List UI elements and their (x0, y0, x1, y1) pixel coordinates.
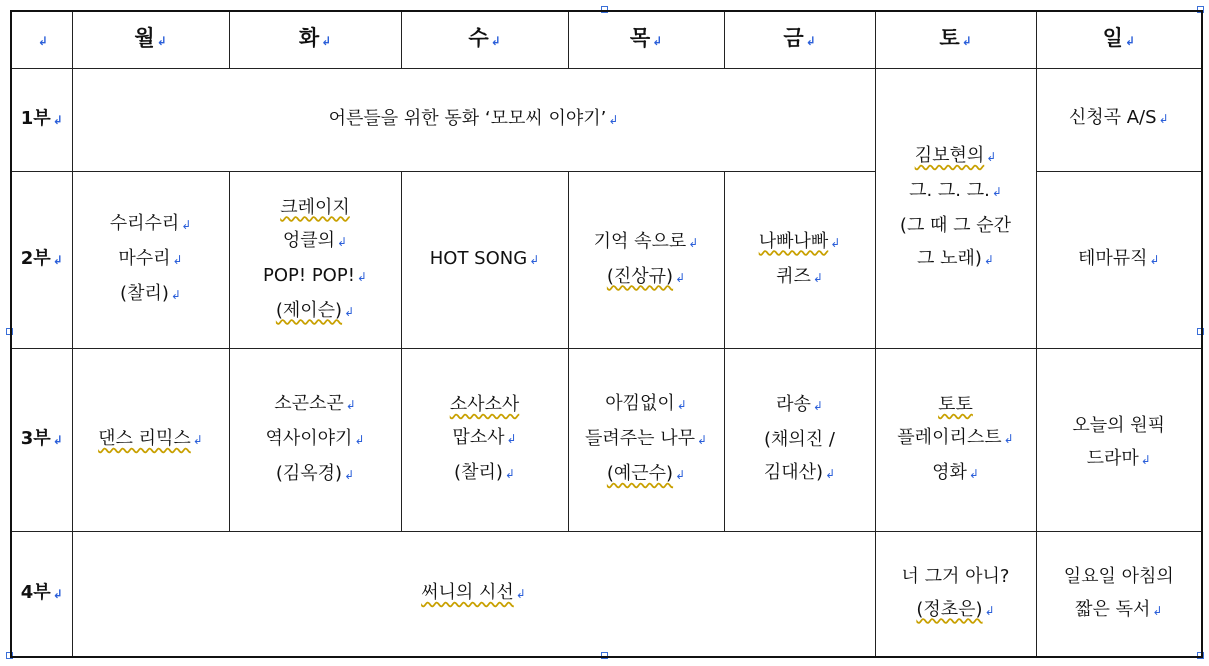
paragraph-mark-icon: ↲ (675, 270, 686, 285)
paragraph-mark-icon: ↲ (345, 398, 356, 412)
paragraph-mark-icon: ↲ (1152, 603, 1163, 618)
paragraph-mark-icon: ↲ (170, 288, 181, 302)
header-row (11, 11, 1202, 68)
paragraph-mark-icon: ↲ (688, 235, 699, 250)
paragraph-mark-icon: ↲ (490, 33, 501, 48)
paragraph-mark-icon: ↲ (1140, 452, 1151, 467)
paragraph-mark-icon: ↲ (968, 467, 979, 481)
header-day-fri[interactable]: 금 ↲ (724, 11, 875, 68)
program-cell-thu-2[interactable]: 기억 속으로 ↲ (진상규) ↲ (568, 171, 724, 348)
header-day-thu[interactable]: 목 ↲ (568, 11, 724, 68)
paragraph-mark-icon: ↲ (986, 150, 997, 164)
paragraph-mark-icon: ↲ (156, 33, 167, 48)
paragraph-mark-icon: ↲ (192, 433, 203, 447)
paragraph-mark-icon: ↲ (356, 269, 367, 284)
program-cell-mon-2[interactable]: 수리수리 ↲ 마수리 ↲ (찰리) ↲ (72, 171, 229, 348)
part-label-cell[interactable]: 3부 ↲ (11, 348, 72, 531)
paragraph-mark-icon: ↲ (344, 468, 355, 482)
header-day-mon[interactable]: 월 ↲ (72, 11, 229, 68)
paragraph-mark-icon: ↲ (812, 270, 823, 285)
program-cell-sun-1[interactable]: 신청곡 A/S ↲ (1036, 68, 1202, 171)
paragraph-mark-icon: ↲ (961, 33, 972, 48)
program-cell-mon-3[interactable]: 댄스 리믹스 ↲ (72, 348, 229, 531)
header-day-sat[interactable]: 토 ↲ (875, 11, 1036, 68)
program-cell-sat-1[interactable]: 김보현의 ↲ 그. 그. 그. ↲ (그 때 그 순간 그 노래) ↲ (875, 68, 1036, 348)
paragraph-mark-icon: ↲ (337, 234, 348, 249)
paragraph-mark-icon: ↲ (675, 468, 686, 482)
paragraph-mark-icon: ↲ (181, 218, 192, 232)
header-day-wed[interactable]: 수 ↲ (401, 11, 568, 68)
paragraph-mark-icon: ↲ (52, 253, 63, 267)
paragraph-mark-icon: ↲ (984, 603, 995, 618)
paragraph-mark-icon: ↲ (652, 33, 663, 48)
program-cell-tue-3[interactable]: 소곤소곤 ↲ 역사이야기 ↲ (김옥경) ↲ (229, 348, 401, 531)
program-cell-thu-3[interactable]: 아낌없이 ↲ 들려주는 나무 ↲ (예근수) ↲ (568, 348, 724, 531)
paragraph-mark-icon: ↲ (1003, 432, 1014, 446)
program-cell-fri-3[interactable]: 라송 ↲ (채의진 / 김대산) ↲ (724, 348, 875, 531)
program-title: 어른들을 위한 동화 ‘모모씨 이야기’ (328, 108, 607, 129)
paragraph-mark-icon: ↲ (1158, 111, 1169, 126)
program-cell-wed-2[interactable]: HOT SONG ↲ (401, 171, 568, 348)
paragraph-mark-icon: ↲ (991, 185, 1002, 199)
paragraph-mark-icon: ↲ (830, 235, 841, 250)
program-cell-weekday-4[interactable]: 써니의 시선 ↲ (72, 531, 875, 657)
paragraph-mark-icon: ↲ (354, 433, 365, 447)
paragraph-mark-icon: ↲ (825, 467, 836, 481)
program-cell-sun-2[interactable]: 테마뮤직 ↲ (1036, 171, 1202, 348)
paragraph-mark-icon: ↲ (608, 113, 619, 127)
paragraph-mark-icon: ↲ (1124, 33, 1135, 48)
program-cell-wed-3[interactable]: 소사소사 맙소사 ↲ (찰리) ↲ (401, 348, 568, 531)
part-label-cell[interactable]: 1부 ↲ (11, 68, 72, 171)
paragraph-mark-icon: ↲ (52, 433, 63, 447)
paragraph-mark-icon: ↲ (506, 432, 517, 446)
paragraph-mark-icon: ↲ (676, 398, 687, 412)
schedule-table (10, 10, 1203, 658)
part-row-4 (11, 531, 1202, 657)
paragraph-mark-icon: ↲ (697, 433, 708, 447)
program-cell-weekday-1[interactable] (72, 68, 875, 171)
part-row-1 (11, 68, 1202, 171)
paragraph-mark-icon: ↲ (172, 253, 183, 267)
header-day-tue[interactable]: 화 ↲ (229, 11, 401, 68)
paragraph-mark-icon: ↲ (504, 467, 515, 481)
paragraph-mark-icon: ↲ (37, 33, 48, 48)
program-cell-tue-2[interactable]: 크레이지 엉클의 ↲ POP! POP! ↲ (제이슨) ↲ (229, 171, 401, 348)
program-cell-sat-3[interactable]: 토토 플레이리스트 ↲ 영화 ↲ (875, 348, 1036, 531)
paragraph-mark-icon: ↲ (344, 304, 355, 319)
paragraph-mark-icon: ↲ (983, 253, 994, 267)
header-corner-cell[interactable] (11, 11, 72, 68)
paragraph-mark-icon: ↲ (321, 33, 332, 48)
program-cell-sun-4[interactable]: 일요일 아침의 짧은 독서 ↲ (1036, 531, 1202, 657)
paragraph-mark-icon: ↲ (812, 399, 823, 413)
part-label-cell[interactable]: 4부 ↲ (11, 531, 72, 657)
paragraph-mark-icon: ↲ (515, 587, 526, 602)
paragraph-mark-icon: ↲ (52, 587, 63, 602)
paragraph-mark-icon: ↲ (529, 253, 540, 267)
part-label-cell[interactable]: 2부 ↲ (11, 171, 72, 348)
paragraph-mark-icon: ↲ (805, 33, 816, 48)
paragraph-mark-icon: ↲ (52, 113, 63, 127)
header-day-sun[interactable]: 일 ↲ (1036, 11, 1202, 68)
part-row-3 (11, 348, 1202, 531)
program-cell-sun-3[interactable]: 오늘의 원픽 드라마 ↲ (1036, 348, 1202, 531)
paragraph-mark-icon: ↲ (1149, 253, 1160, 267)
program-cell-sat-4[interactable]: 너 그거 아니? (정초은) ↲ (875, 531, 1036, 657)
program-cell-fri-2[interactable]: 나빠나빠 ↲ 퀴즈 ↲ (724, 171, 875, 348)
